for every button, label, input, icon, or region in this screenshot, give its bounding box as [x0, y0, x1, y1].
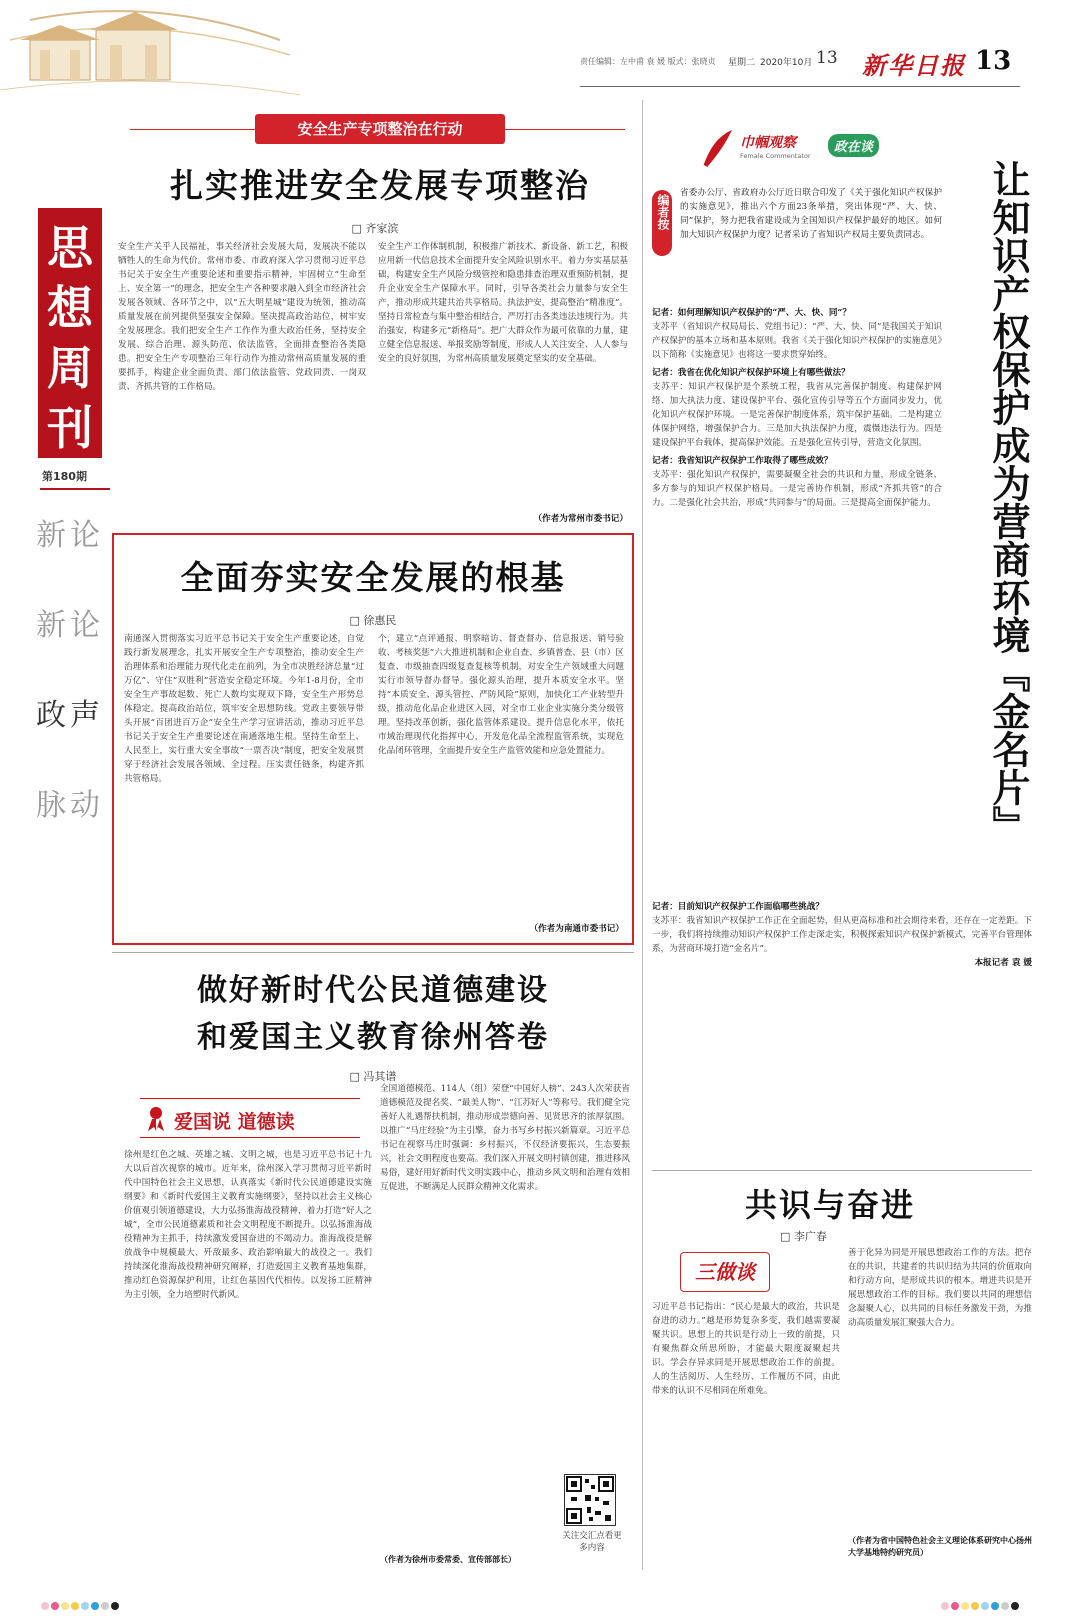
column-tag: 新论: [36, 518, 104, 553]
qa-answer: 支苏平：强化知识产权保护，需要凝聚全社会的共识和力量，形成全链条、多方参与的知识产权保护格局。一是完善协作机制，形成“齐抓共管”的合力。二是强化社会共治，形成“共同参与”的局面。三是提高全面保护能力。: [652, 470, 942, 508]
topic-banner: [255, 114, 505, 144]
section-title-char: 想: [47, 281, 93, 335]
divider-vertical: [642, 100, 643, 1570]
article3-author: □ 冯其谱: [349, 1070, 397, 1083]
section-title-char: 周: [47, 341, 93, 395]
article3-title-line1: 做好新时代公民道德建设: [197, 973, 549, 1008]
article3-col2: 全国道德模范、114人（组）荣登“中国好人榜”、243人次荣获省道德模范及提名奖、“最美人物”、“江苏好人”等称号。我们健全完善好人礼遇帮扶机制，推动形成崇德向善、见贤思齐的浓厚氛围。以推广“马庄经验”为主引擎，奋力书写乡村振兴新篇章。习近平总书记在视察马庄时强调：乡村振兴，不仅经济要振兴，生态要振兴，社会文明程度也要高。我们深入开展文明村镇创建，推进移风易俗，建好用好新时代文明实践中心，推动乡风文明和治理有效相互促进，不断满足人民群众精神文化需求。: [380, 1084, 630, 1192]
qa-answer: 支苏平（省知识产权局局长、党组书记）：“严、大、快、同”是我国关于知识产权保护的基本立场和基本原则。我省《关于强化知识产权保护的实施意见》以下简称《实施意见》也将这一要求贯穿始终。: [652, 322, 942, 360]
editor-note-label: [652, 190, 672, 256]
top-ornament: [0, 0, 300, 110]
topic-banner-label: 安全生产专项整治在行动: [297, 120, 463, 138]
pen-icon: [700, 128, 736, 168]
qa-question: 记者：我省在优化知识产权保护环境上有哪些做法？: [652, 368, 850, 378]
article4-author: □ 李广春: [780, 1230, 827, 1243]
weekday: 星期二: [728, 58, 756, 68]
qa-question: 记者：目前知识产权保护工作面临哪些挑战？: [652, 902, 824, 912]
page-header: [580, 46, 1060, 86]
column-tag: 脉动: [36, 788, 104, 823]
section-title: [38, 208, 102, 458]
color-registration-left: [40, 1596, 160, 1606]
paper-name: 新华日报: [862, 51, 966, 80]
article4-col1: 习近平总书记指出：“民心是最大的政治，共识是奋进的动力。”越是形势复杂多变，我们越需要凝聚共识。思想上的共识是行动上一致的前提，只有聚焦群众所思所盼，才能最大限度凝聚起共识。学会存异求同是开展思想政治工作的前提。人的生活阅历、人生经历、工作履历不同，由此带来的认识不尽相同在所难免。: [652, 1302, 840, 1396]
column-tag: 政声: [36, 698, 104, 733]
article1-title: 扎实推进安全发展专项整治: [170, 166, 590, 205]
article2-col1: 南通深入贯彻落实习近平总书记关于安全生产重要论述，自觉践行新发展理念，扎实开展安全生产专项整治，推动安全生产治理体系和治理能力现代化走在前列，为全市决胜经济总量“过万亿”、守住“双胜利”营造安全稳定环境。今年1-8月份，全市安全生产事故起数、死亡人数均实现双下降，安全生产形势总体稳定。提高政治站位，筑牢安全思想防线。党政主要领导带头开展“百团进百万企”安全生产学习宣讲活动，推动习近平总书记关于安全生产重要论述在南通落地生根。坚持生命至上、人民至上，实行重大安全事故“一票否决”制度，把安全发展贯穿于经济社会发展各领域、全过程。压实责任链条，构建齐抓共管格局。: [124, 634, 364, 784]
header-rule: [580, 86, 1020, 87]
article2-title: 全面夯实安全发展的根基: [180, 558, 566, 597]
qa-list-wide: [652, 900, 1032, 1150]
section-title-char: 思: [47, 221, 93, 275]
qa-question: 记者：我省知识产权保护工作取得了哪些成效？: [652, 456, 833, 466]
sidebar-title: 让知识产权保护成为营商环境『金名片』: [986, 160, 1031, 844]
qa-answer: 支苏平：知识产权保护是个系统工程，我省从完善保护制度、构建保护网络、加大执法力度、建设保护平台、强化宣传引导等五个方面同步发力，优化知识产权保护环境。一是完善保护制度体系，筑牢保护基础。二是构建立体保护网络，增强保护合力。三是加大执法保护力度，震慑违法行为。四是建设保护平台载体，提高保护效能。五是强化宣传引导，营造文化氛围。: [652, 382, 942, 448]
qa-list: [652, 306, 942, 896]
column-tag: 新论: [36, 608, 104, 643]
editors-credit: 责任编辑：左中甫 袁 媛 版式：张晓贞: [580, 57, 716, 66]
divider-left-mid: [112, 952, 634, 953]
banner-rule-right: [505, 129, 625, 130]
article4-col2: 善于化异为同是开展思想政治工作的方法。把存在的共识，共建者的共识归结为共同的价值取向和行动方向，是形成共识的根本。增进共识是开展思想政治工作的目标。我们要以共同的理想信念凝聚人心，以共同的目标任务激发干劲，为推动高质量发展汇聚强大合力。: [848, 1248, 1032, 1328]
qr-code[interactable]: [564, 1474, 616, 1526]
sidebar-column-logo-text: 巾帼观察: [740, 135, 796, 151]
date-day: 13: [816, 48, 838, 68]
article3-col1: 徐州是红色之城、英雄之城、文明之城，也是习近平总书记十九大以后首次视察的城市。近年来，徐州深入学习贯彻习近平新时代中国特色社会主义思想，认真落实《新时代公民道德建设实施纲要》和《新时代爱国主义教育实施纲要》，坚持以社会主义核心价值观引领道德建设，大力弘扬淮海战役精神，着力打造“好人之城”，全市公民道德素质和社会文明程度不断提升。以弘扬淮海战役精神为主抓手，持续激发爱国奋进的不竭动力。淮海战役是解放战争中规模最大、歼敌最多、政治影响最大的战役之一。我们持续深化淮海战役精神研究阐释，打造爱国主义教育基地集群，推动红色资源保护利用，让红色基因代代相传。以发扬工匠精神为主引领，全力培塑时代新风。: [124, 1150, 372, 1300]
page-number: 13: [975, 46, 1012, 76]
reporter-credit: 本报记者 袁 媛: [974, 958, 1032, 968]
article4-credit: （作者为省中国特色社会主义理论体系研究中心扬州大学基地特约研究员）: [848, 1535, 1032, 1557]
article1-author: □ 齐家滨: [351, 222, 399, 235]
article3-title-line2: 和爱国主义教育徐州答卷: [197, 1020, 549, 1055]
sidebar-column-logo-en: Female Commentator: [740, 152, 811, 160]
article1-col2: 安全生产工作体制机制，积极推广新技术、新设备、新工艺，积极应用新一代信息技术全面提升安全风险识别水平。着力夯实基层基础，构建安全生产风险分级管控和隐患排查治理双重预防机制，提升企业安全生产保障水平。同时，引导各类社会力量参与安全生产，推动形成共建共治共享格局。执法护安，提高整治“精准度”。坚持日常检查与集中整治相结合，严厉打击各类违法违规行为。共治强安，构建多元“新格局”。把广大群众作为最可依靠的力量，建立健全信息报送、举报奖励等制度，形成人人关注安全、人人参与安全的良好氛围，为常州高质量发展奠定坚实的安全基础。: [378, 242, 628, 364]
article1-credit: （作者为常州市委书记）: [533, 514, 628, 524]
color-registration-right: [940, 1596, 1060, 1606]
date: 2020年10月: [760, 58, 813, 68]
qa-question: 记者：如何理解知识产权保护的“严、大、快、同”？: [652, 308, 851, 318]
editor-note: 省委办公厅、省政府办公厅近日联合印发了《关于强化知识产权保护的实施意见》，推出六个方面23条举措，突出体现“严、大、快、同”保护，努力把我省建设成为全国知识产权保护最好的地区。如何加大知识产权保护力度？记者采访了省知识产权局主要负责同志。: [680, 188, 942, 240]
qr-caption: 关注交汇点看更多内容: [562, 1531, 622, 1553]
article1-col1: 安全生产关乎人民福祉，事关经济社会发展大局，发展决不能以牺牲人的生命为代价。常州市委、市政府深入学习贯彻习近平总书记关于安全生产重要论述和重要指示精神，牢固树立“生命至上、安全第一”的理念，把安全生产各种要求融入到全市经济社会发展各领域、各环节之中，以“五大明星城”建设为统领，推动高质量发展在前列提供坚强安全保障。坚决提高政治站位，树牢安全发展理念。我们把安全生产工作作为重大政治任务，坚持安全发展、综合治理、源头防范、依法监管，全面排查整治各类隐患。把安全生产专项整治三年行动作为推动常州高质量发展的重要抓手，构建企业全面负责、部门依法监管、党政同责、一岗双责、齐抓共管的工作格局。: [118, 242, 366, 392]
article4-column-logo: [680, 1252, 770, 1292]
sidebar-column-logo: [700, 128, 910, 168]
article4-column-logo-text: 三做谈: [695, 1260, 755, 1284]
editor-note-label-text: 编者按: [656, 194, 670, 230]
article2-credit: （作者为南通市委书记）: [529, 924, 624, 934]
article3-column-logo-text: 爱国说 道德读: [174, 1111, 295, 1133]
divider-sidebar-bottom: [652, 1170, 1032, 1171]
banner-rule-left: [130, 129, 255, 130]
article2-col2: 个，建立“点评通报、明察暗访、督查督办、信息报送、销号验收、考核奖惩”六大推进机制和企业自查、乡镇普查、县（市）区复查、市级抽查四级复查复核等机制，对安全生产领域重大问题实行市领导督办督导。强化源头治理，提升本质安全水平。坚持“本质安全、源头管控、严防风险”原则，加快化工产业转型升级，推动危化品企业进区入园，对全市工业企业实施分类分级管理。坚持改革创新，强化监管体系建设。提升信息化水平，依托市域治理现代化指挥中心，开发危化品全流程监管系统，实现危化品闭环管理，全面提升安全生产监管效能和应急处置能力。: [378, 634, 624, 756]
sidebar-badge: 政在谈: [828, 134, 879, 157]
article4-title: 共识与奋进: [744, 1186, 915, 1224]
ribbon-icon: [146, 1105, 166, 1133]
article3-column-logo: [140, 1098, 360, 1138]
article3-credit: （作者为徐州市委常委、宣传部部长）: [380, 1554, 516, 1564]
issue-rule: [40, 488, 110, 490]
section-title-char: 刊: [47, 401, 93, 455]
article2-author: □ 徐惠民: [349, 614, 397, 627]
qa-answer: 支苏平：我省知识产权保护工作正在全面起势，但从更高标准和社会期待来看，还存在一定差距。下一步，我们将持续推动知识产权保护工作走深走实，积极探索知识产权保护新模式，完善平台管理体系，为营商环境打造“金名片”。: [652, 916, 1032, 954]
issue-number: 第180期: [42, 470, 87, 483]
